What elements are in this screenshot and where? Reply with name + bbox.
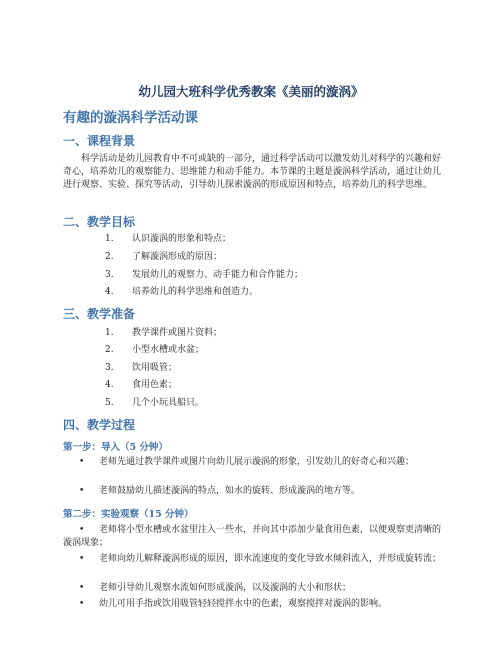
section-heading-goals: 二、教学目标 (63, 215, 136, 229)
section-heading-preparation: 三、教学准备 (63, 307, 136, 321)
bullet-icon: • (79, 583, 85, 593)
list-item: • 幼儿可用手指或饮用吸管轻轻搅拌水中的色素，观察搅拌对漩涡的影响。 (79, 599, 388, 609)
bullet-icon: • (79, 599, 85, 609)
list-item: • 老师先通过教学课件或图片向幼儿展示漩涡的形象，引发幼儿的好奇心和兴趣； (79, 457, 415, 467)
document-subtitle: 有趣的漩涡科学活动课 (63, 110, 198, 126)
section-heading-process: 四、教学过程 (63, 418, 136, 432)
background-paragraph: 科学活动是幼儿园教育中不可或缺的一部分，通过科学活动可以激发幼儿对科学的兴趣和好奇心，培养幼儿的观察能力、思维能力和动手能力。本节课的主题是漩涡科学活动，通过让幼儿进行观察、实验、探究等活动，引导幼儿探索漩涡的形成原因和特点，培养幼儿的科学思维。 (63, 154, 442, 190)
step2-heading: 第二步：实验观察（15 分钟） (63, 509, 194, 520)
list-item: • 老师引导幼儿观察水流如何形成漩涡，以及漩涡的大小和形状； (79, 583, 352, 593)
bullet-icon: • (79, 457, 85, 467)
bullet-icon: • (79, 554, 85, 564)
document-title: 幼儿园大班科学优秀教案《美丽的漩涡》 (138, 84, 364, 99)
list-item: • 老师向幼儿解释漩涡形成的原因，即水流速度的变化导致水倾斜流入，并形成旋转流； (79, 554, 442, 564)
bullet-icon: • (79, 525, 85, 535)
bullet-icon: • (79, 486, 85, 496)
step1-heading: 第一步：导入（5 分钟） (63, 442, 168, 453)
section-heading-background: 一、课程背景 (63, 134, 136, 148)
list-item: • 老师将小型水槽或水盆里注入一些水，并向其中添加少量食用色素，以便观察更清晰的漩涡现象； (63, 525, 442, 548)
document-page: 幼儿园大班科学优秀教案《美丽的漩涡》 有趣的漩涡科学活动课 一、课程背景 科学活动是幼儿园教育中不可或缺的一部分，通过科学活动可以激发幼儿对科学的兴趣和好奇心，培养幼儿的观察能力、思维能力和动手能力。本节课的主题是漩涡科学活动，通过让幼儿进行观察、实验、探究等活动，引导幼儿探索漩涡的形成原因和特点，培养幼儿的科学思维。 二、教学目标 1. 认识漩涡的形象和特点； 2. 了解漩涡形成的原因； 3. 发展幼儿的观察力、动手能力和合作能力； 4. 培养幼儿的科学思维和创造力。 三、教学准备 1. 教学课件或图片资料； 2. 小型水槽或水盆； 3. 饮用吸管； 4. 食用色素； 5. 几个小玩具船只。 四、教学过程 第一步：导入（5 分钟） • 老师先通过教学课件或图片向幼儿展示漩涡的形象，引发幼儿的好奇心和兴趣； • 老师鼓励幼儿描述漩涡的特点，如水的旋转、形成漩涡的地方等。 第二步：实验观察（15 分钟） • 老师将小型水槽或水盆里注入一些水，并向其中添加少量食用色素，以便观察更清晰的漩涡现象； • 老师向幼儿解释漩涡形成的原因，即水流速度的变化导致水倾斜流入，并形成旋转流； • 老师引导幼儿观察水流如何形成漩涡，以及漩涡的大小和形状； • 幼儿可用手指或饮用吸管轻轻搅拌水中的色素，观察搅拌对漩涡的影响。 (0, 0, 502, 649)
list-item: • 老师鼓励幼儿描述漩涡的特点，如水的旋转、形成漩涡的地方等。 (79, 486, 361, 496)
